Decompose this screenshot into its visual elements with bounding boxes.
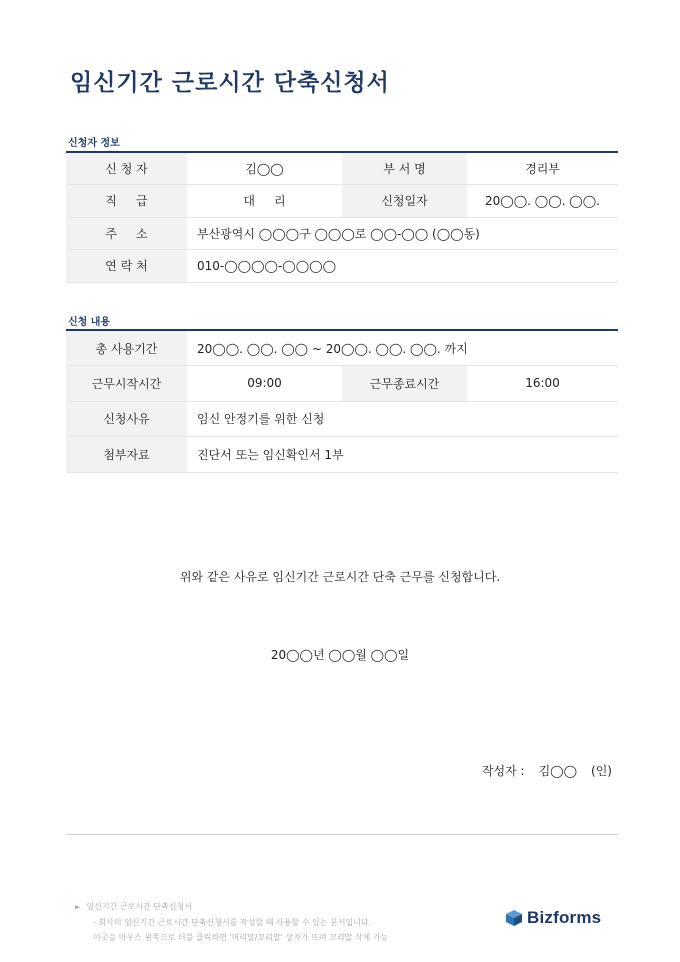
footer-line-1: - 회사의 임신기간 근로시간 단축신청서를 작성할 때 사용할 수 있는 문서입니다. <box>93 918 372 927</box>
header-cell-start-time: 근무시작시간 <box>66 366 187 402</box>
value-attachment[interactable]: 진단서 또는 임신확인서 1부 <box>187 437 618 473</box>
table-row <box>66 366 618 402</box>
header-cell-address: 주 소 <box>66 217 187 250</box>
document-title: 임신기간 근로시간 단축신청서 <box>70 70 390 96</box>
header-cell-end-time: 근무종료시간 <box>342 366 467 402</box>
applicant-info-table <box>66 151 618 283</box>
footer-line-2: 이곳을 마우스 왼쪽으로 더블 클릭하면 '머리말/꼬리말' 상자가 뜨며 꼬리말 삭제 가능 <box>93 933 389 942</box>
footer-divider <box>66 834 618 835</box>
section-label-request: 신청 내용 <box>68 317 111 328</box>
header-cell-contact: 연 락 처 <box>66 250 187 283</box>
value-address[interactable]: 부산광역시 ◯◯◯구 ◯◯◯로 ◯◯-◯◯ (◯◯동) <box>187 217 618 250</box>
writer-name[interactable]: 김◯◯ <box>538 764 578 778</box>
table-row <box>66 330 618 366</box>
table-row <box>66 185 618 218</box>
header-cell-position: 직 급 <box>66 185 187 218</box>
value-department[interactable]: 경리부 <box>467 152 618 185</box>
bizforms-logo <box>505 908 601 928</box>
table-row <box>66 152 618 185</box>
header-cell-total-period: 총 사용기간 <box>66 330 187 366</box>
value-applicant[interactable]: 김◯◯ <box>187 152 342 185</box>
value-contact[interactable]: 010-◯◯◯◯-◯◯◯◯ <box>187 250 618 283</box>
value-reason[interactable]: 임신 안정기를 위한 신청 <box>187 401 618 437</box>
header-cell-applicant: 신 청 자 <box>66 152 187 185</box>
value-start-time[interactable]: 09:00 <box>187 366 342 402</box>
submission-date: 20◯◯년 ◯◯월 ◯◯일 <box>270 648 410 662</box>
header-cell-attachment: 첨부자료 <box>66 437 187 473</box>
value-total-period[interactable]: 20◯◯. ◯◯. ◯◯ ~ 20◯◯. ◯◯. ◯◯. 까지 <box>187 330 618 366</box>
table-row <box>66 250 618 283</box>
value-apply-date[interactable]: 20◯◯. ◯◯. ◯◯. <box>467 185 618 218</box>
table-row <box>66 217 618 250</box>
header-cell-apply-date: 신청일자 <box>342 185 467 218</box>
section-label-applicant: 신청자 정보 <box>68 138 120 149</box>
seal-mark: (인) <box>591 764 612 778</box>
writer-signature <box>482 762 612 779</box>
header-cell-department: 부 서 명 <box>342 152 467 185</box>
request-statement: 위와 같은 사유로 임신기간 근로시간 단축 근무를 신청합니다. <box>179 570 501 584</box>
table-row <box>66 437 618 473</box>
value-position[interactable]: 대 리 <box>187 185 342 218</box>
header-cell-reason: 신청사유 <box>66 401 187 437</box>
footer-title: 임신기간 근로시간 단축신청서 <box>86 902 192 911</box>
bizforms-logo-text: Bizforms <box>527 908 602 927</box>
footer-notes[interactable] <box>75 899 388 945</box>
triangle-bullet-icon: ► <box>75 903 81 911</box>
bizforms-cube-icon <box>505 909 523 927</box>
value-end-time[interactable]: 16:00 <box>467 366 618 402</box>
request-content-table <box>66 329 618 473</box>
table-row <box>66 401 618 437</box>
writer-label: 작성자 : <box>481 764 525 778</box>
